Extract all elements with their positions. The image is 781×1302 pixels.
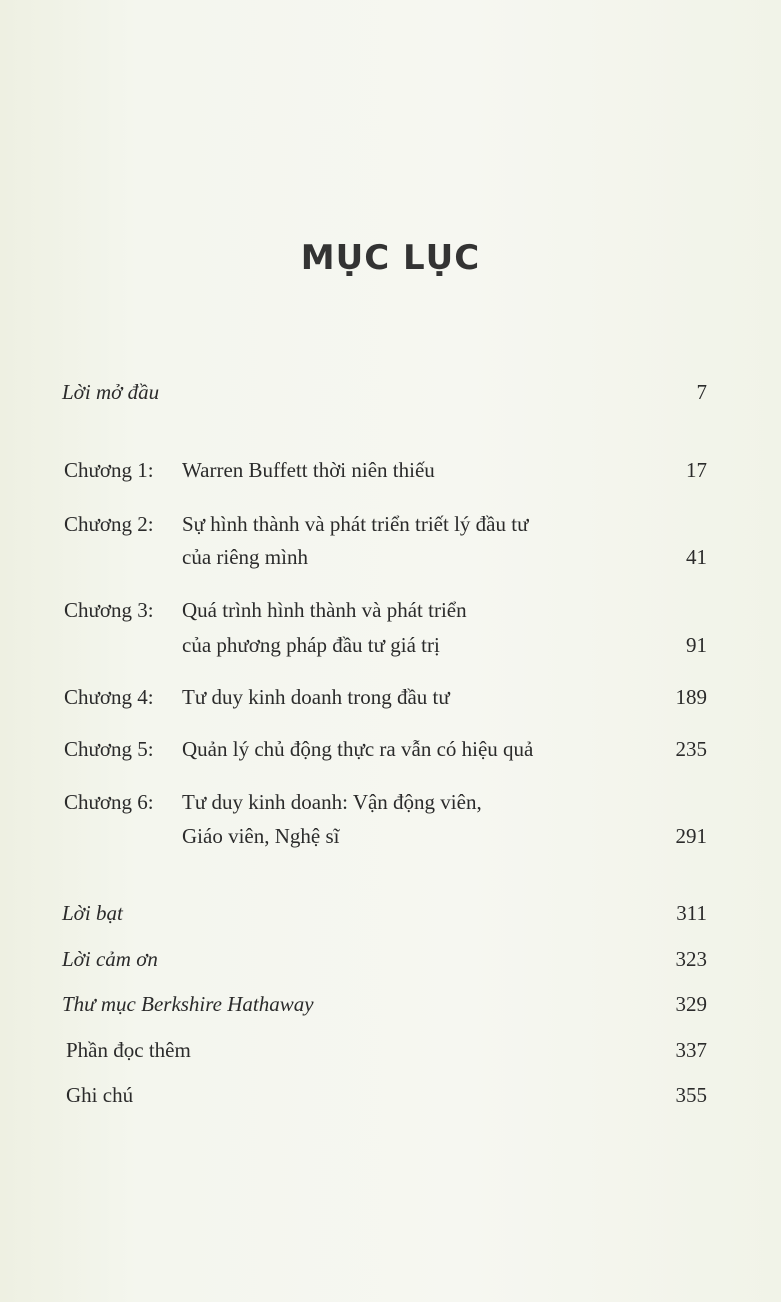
toc-entry-title: Lời cảm ơn [62, 947, 158, 971]
chapter-title: Warren Buffett thời niên thiếu [182, 458, 435, 482]
toc-page-number: 7 [696, 380, 707, 404]
toc-page-number: 17 [686, 458, 707, 482]
chapter-title: Quản lý chủ động thực ra vẫn có hiệu quả [182, 737, 534, 761]
toc-page-number: 337 [675, 1038, 707, 1062]
toc-page-number: 323 [675, 947, 707, 971]
chapter-title: Tư duy kinh doanh: Vận động viên, [182, 790, 482, 814]
toc-entry-title: Thư mục Berkshire Hathaway [62, 992, 314, 1016]
chapter-label: Chương 5: [64, 737, 154, 761]
chapter-label: Chương 3: [64, 598, 154, 622]
toc-entry-title: Lời mở đầu [62, 380, 160, 404]
chapter-label: Chương 1: [64, 458, 154, 482]
chapter-label: Chương 4: [64, 685, 154, 709]
toc-page-number: 91 [686, 633, 707, 657]
toc-page-number: 329 [675, 992, 707, 1016]
chapter-title-continued: của riêng mình [182, 545, 308, 569]
toc-entry-title: Phần đọc thêm [66, 1038, 191, 1062]
chapter-title: Sự hình thành và phát triển triết lý đầu tư [182, 512, 529, 536]
toc-page-number: 355 [675, 1083, 707, 1107]
toc-page-number: 41 [686, 545, 707, 569]
page-title: MỤC LỤC [300, 238, 481, 278]
chapter-title-continued: của phương pháp đầu tư giá trị [182, 633, 440, 657]
toc-page-number: 189 [675, 685, 707, 709]
chapter-label: Chương 6: [64, 790, 154, 814]
toc-entry-title: Lời bạt [62, 901, 123, 925]
chapter-label: Chương 2: [64, 512, 154, 536]
toc-page-number: 291 [675, 824, 707, 848]
chapter-title: Quá trình hình thành và phát triển [182, 598, 467, 622]
chapter-title-continued: Giáo viên, Nghệ sĩ [182, 824, 340, 848]
toc-entry-title: Ghi chú [66, 1083, 134, 1107]
toc-page-number: 311 [676, 901, 707, 925]
toc-page-number: 235 [675, 737, 707, 761]
chapter-title: Tư duy kinh doanh trong đầu tư [182, 685, 450, 709]
